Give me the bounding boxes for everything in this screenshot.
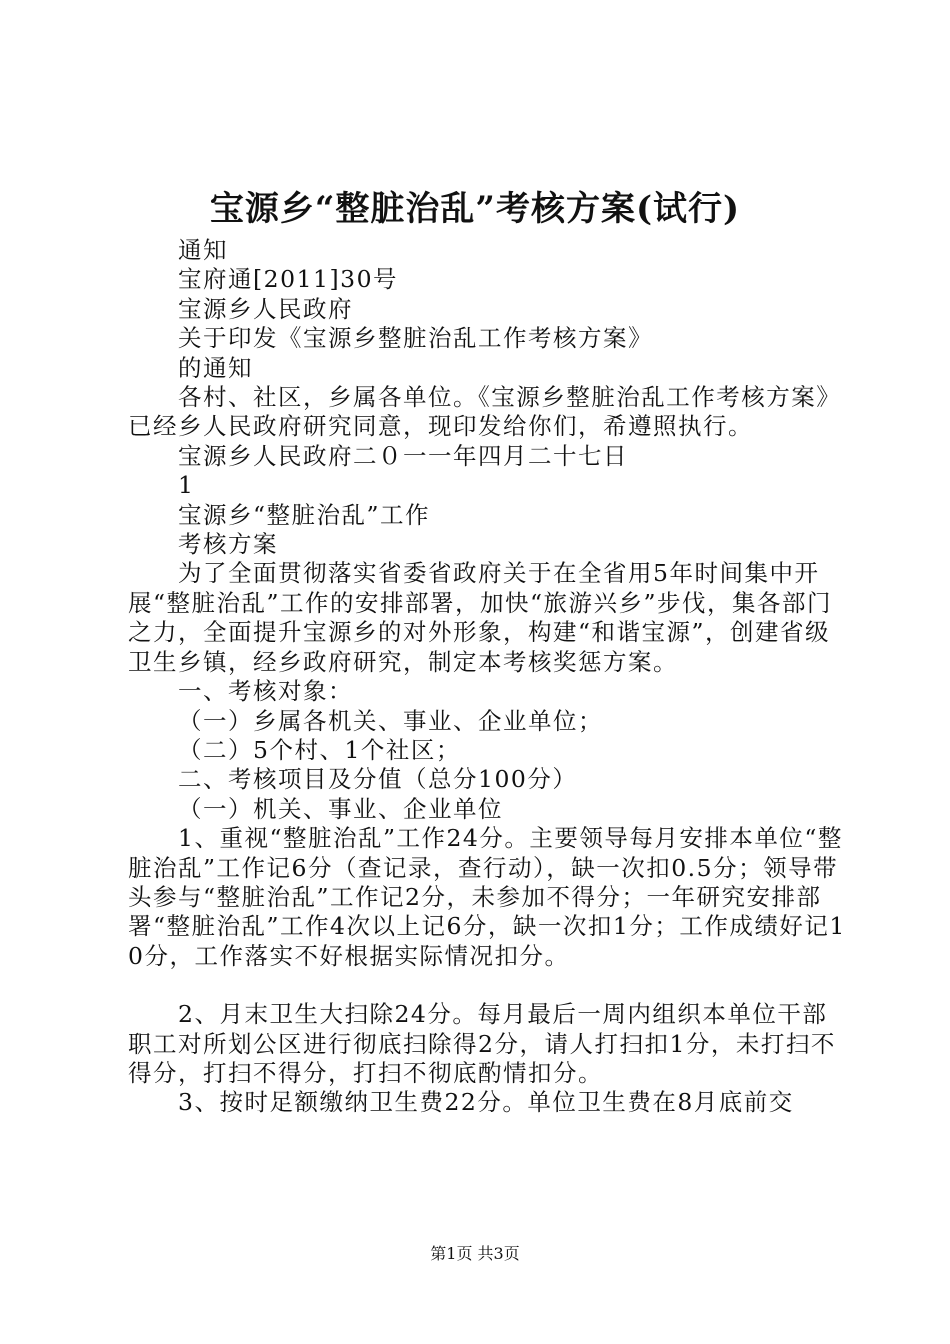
paragraph: 宝府通[2011]30号 [178, 265, 399, 294]
paragraph: （一）乡属各机关、事业、企业单位； [178, 706, 603, 735]
paragraph: 二、考核项目及分值（总分100分） [178, 765, 578, 794]
paragraph: 1 [178, 471, 195, 500]
paragraph: 宝源乡人民政府二０一一年四月二十七日 [178, 441, 628, 470]
paragraph: 1、重视“整脏治乱”工作24分。主要领导每月安排本单位“整脏治乱”工作记6分（查记录，查行动），缺一次扣0.5分；领导带头参与“整脏治乱”工作记2分，未参加不得分；一年研究安排部署“整脏治乱”工作4次以上记6分，缺一次扣1分；工作成绩好记10分，工作落实不好根据实际情况扣分。 [128, 824, 846, 970]
page-footer: 第1页 共3页 [430, 1244, 520, 1263]
paragraph: 宝源乡“整脏治乱”工作 [178, 500, 431, 529]
paragraph: 为了全面贯彻落实省委省政府关于在全省用5年时间集中开展“整脏治乱”工作的安排部署，加快“旅游兴乡”步伐，集各部门之力，全面提升宝源乡的对外形象，构建“和谐宝源”，创建省级卫生乡镇，经乡政府研究，制定本考核奖惩方案。 [128, 559, 833, 676]
document-title: 宝源乡“整脏治乱”考核方案(试行) [209, 189, 741, 229]
paragraph: 的通知 [178, 353, 253, 382]
document-body [128, 236, 848, 1118]
paragraph: 关于印发《宝源乡整脏治乱工作考核方案》 [178, 324, 653, 353]
paragraph: 各村、社区，乡属各单位。《宝源乡整脏治乱工作考核方案》已经乡人民政府研究同意，现印发给你们，希遵照执行。 [128, 383, 842, 441]
paragraph: （一）机关、事业、企业单位 [178, 794, 503, 823]
paragraph: 一、考核对象： [178, 677, 353, 706]
paragraph: 2、月末卫生大扫除24分。每月最后一周内组织本单位干部职工对所划公区进行彻底扫除得2分，请人打扫扣1分，未打扫不得分，打扫不得分，打扫不彻底酌情扣分。 [128, 1000, 836, 1087]
paragraph: （二）5个村、1个社区； [178, 735, 461, 764]
paragraph: 3、按时足额缴纳卫生费22分。单位卫生费在8月底前交 [178, 1088, 794, 1117]
paragraph: 宝源乡人民政府 [178, 294, 353, 323]
paragraph: 考核方案 [178, 530, 278, 559]
paragraph: 通知 [178, 236, 228, 264]
